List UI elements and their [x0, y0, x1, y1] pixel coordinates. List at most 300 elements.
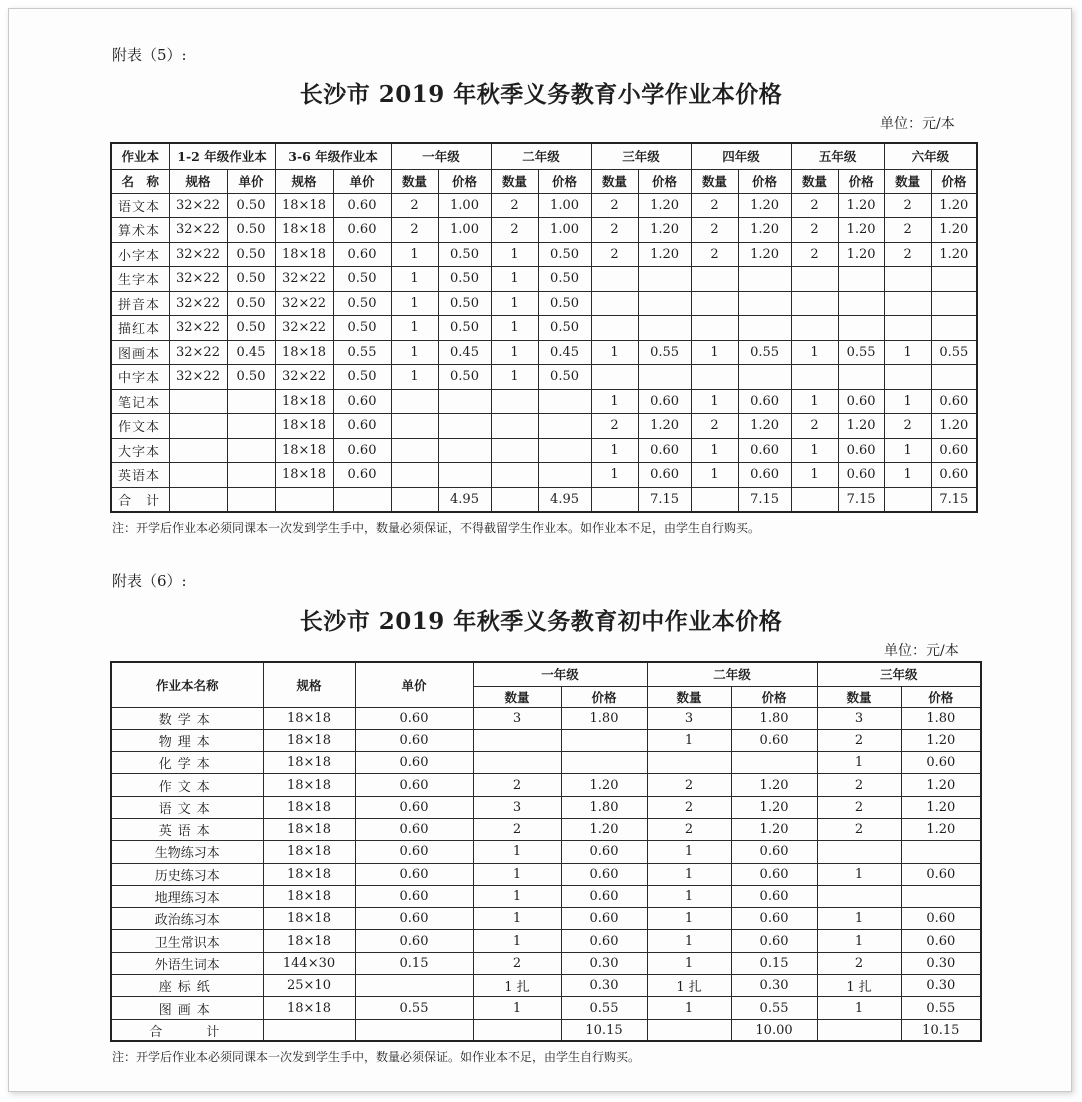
table-cell: 18×18 [263, 863, 355, 885]
table-cell: 0.30 [901, 952, 981, 974]
item-name-cell: 笔记本 [111, 389, 169, 414]
table-row [111, 463, 977, 488]
table-cell: 0.50 [333, 365, 391, 390]
table-cell: 1.80 [901, 707, 981, 729]
table-cell: 1.20 [931, 242, 977, 267]
name-header: 作业本名称 [111, 662, 263, 707]
table-row [111, 242, 977, 267]
table-cell: 18×18 [263, 707, 355, 729]
item-name-cell: 中字本 [111, 365, 169, 390]
table-cell [691, 487, 738, 512]
table-cell: 4.95 [538, 487, 591, 512]
table-cell: 0.55 [738, 340, 791, 365]
table-cell: 1.00 [438, 218, 491, 243]
amount-header: 价格 [738, 169, 791, 193]
table-cell: 0.50 [538, 316, 591, 341]
table-cell: 32×22 [169, 242, 227, 267]
table-cell: 2 [591, 414, 638, 439]
table-cell [438, 438, 491, 463]
qty-header: 数量 [884, 169, 931, 193]
table-cell [738, 291, 791, 316]
table-cell [791, 365, 838, 390]
table-cell: 2 [473, 818, 561, 840]
table-cell [591, 316, 638, 341]
table-cell [491, 487, 538, 512]
table-cell: 25×10 [263, 975, 355, 997]
table-cell: 0.55 [333, 340, 391, 365]
table-cell: 1 [884, 438, 931, 463]
primary-header-row-2 [111, 169, 977, 193]
amount-header: 价格 [838, 169, 884, 193]
table-cell: 18×18 [263, 729, 355, 751]
table-cell: 0.50 [227, 218, 275, 243]
table-cell [438, 389, 491, 414]
item-name-cell: 作文本 [111, 774, 263, 796]
table-cell: 18×18 [275, 414, 333, 439]
table-cell [691, 316, 738, 341]
table-cell: 0.60 [355, 707, 473, 729]
item-name-cell: 算术本 [111, 218, 169, 243]
qty-header: 数量 [491, 169, 538, 193]
table-cell: 7.15 [738, 487, 791, 512]
table-cell [275, 487, 333, 512]
table-cell: 1.20 [838, 193, 884, 218]
table-cell: 1.20 [638, 193, 691, 218]
table-cell: 0.50 [538, 291, 591, 316]
table-cell: 2 [884, 414, 931, 439]
table-cell: 2 [817, 818, 901, 840]
qty-header: 数量 [817, 686, 901, 707]
table-cell [491, 463, 538, 488]
appendix-6-label: 附表（6）: [112, 572, 187, 590]
table-row [111, 316, 977, 341]
table-cell: 1 [391, 267, 438, 292]
table-cell: 0.60 [355, 818, 473, 840]
table-cell [931, 267, 977, 292]
table-cell: 0.55 [931, 340, 977, 365]
qty-header: 数量 [591, 169, 638, 193]
table-cell [638, 267, 691, 292]
table-cell: 2 [791, 218, 838, 243]
table-cell: 0.60 [931, 463, 977, 488]
table-cell [391, 438, 438, 463]
table-row [111, 389, 977, 414]
table-cell [538, 438, 591, 463]
table-cell [638, 291, 691, 316]
table-cell: 1.80 [561, 796, 647, 818]
table-cell: 0.50 [227, 291, 275, 316]
table-row [111, 291, 977, 316]
table-cell: 18×18 [263, 885, 355, 907]
table-cell: 0.60 [731, 885, 817, 907]
table-cell [791, 291, 838, 316]
table-row [111, 340, 977, 365]
amount-header: 价格 [901, 686, 981, 707]
table-cell: 32×22 [169, 340, 227, 365]
table-cell [561, 752, 647, 774]
table-cell: 2 [691, 193, 738, 218]
table-cell: 1 扎 [473, 975, 561, 997]
table-cell: 1 [817, 908, 901, 930]
middle-unit-label: 单位：元/本 [884, 643, 959, 659]
grade-header: 四年级 [691, 143, 791, 169]
table-cell: 0.60 [333, 193, 391, 218]
table-cell [538, 463, 591, 488]
table-cell: 0.60 [638, 463, 691, 488]
table-cell: 2 [817, 952, 901, 974]
table-cell: 1 [647, 885, 731, 907]
table-cell: 1 [817, 752, 901, 774]
table-cell: 0.60 [931, 438, 977, 463]
table-cell: 0.60 [355, 885, 473, 907]
table-cell: 0.15 [731, 952, 817, 974]
table-cell [227, 414, 275, 439]
table-cell: 1 [691, 438, 738, 463]
primary-table-title: 长沙市 2019 年秋季义务教育小学作业本价格 [299, 81, 783, 108]
table-cell: 1 [473, 885, 561, 907]
table-cell [884, 365, 931, 390]
table-cell: 2 [691, 242, 738, 267]
table-cell: 2 [884, 242, 931, 267]
item-name-cell: 作文本 [111, 414, 169, 439]
table-cell [561, 729, 647, 751]
table-cell [738, 316, 791, 341]
table-cell [169, 389, 227, 414]
table-row [111, 707, 981, 729]
middle-table-title: 长沙市 2019 年秋季义务教育初中作业本价格 [299, 608, 783, 635]
item-name-cell: 合 计 [111, 1019, 263, 1041]
table-cell: 0.50 [333, 291, 391, 316]
table-cell: 1.20 [901, 774, 981, 796]
table-cell: 1 [647, 930, 731, 952]
table-cell: 0.60 [333, 242, 391, 267]
table-cell [227, 463, 275, 488]
grade-header: 一年级 [473, 662, 647, 686]
table-cell [884, 316, 931, 341]
table-cell: 1 [391, 291, 438, 316]
unit-price-header: 单价 [227, 169, 275, 193]
table-row [111, 930, 981, 952]
table-row [111, 729, 981, 751]
table-cell: 1 [691, 463, 738, 488]
table-cell: 1 [647, 908, 731, 930]
table-cell: 2 [473, 952, 561, 974]
table-cell [791, 316, 838, 341]
table-cell [473, 752, 561, 774]
table-cell: 0.60 [901, 930, 981, 952]
table-cell: 1.20 [731, 796, 817, 818]
table-cell [691, 291, 738, 316]
table-cell: 4.95 [438, 487, 491, 512]
table-cell: 0.60 [838, 463, 884, 488]
table-row [111, 885, 981, 907]
qty-header: 数量 [647, 686, 731, 707]
table-row [111, 975, 981, 997]
table-cell: 18×18 [263, 908, 355, 930]
table-cell: 0.60 [355, 863, 473, 885]
table-cell: 0.60 [355, 774, 473, 796]
item-name-cell: 座标纸 [111, 975, 263, 997]
table-cell: 1.20 [638, 218, 691, 243]
item-name-cell: 英语本 [111, 463, 169, 488]
grade-header: 三年级 [817, 662, 981, 686]
table-cell: 1 [491, 365, 538, 390]
table-cell [884, 291, 931, 316]
table-cell [438, 414, 491, 439]
table-cell: 0.60 [333, 218, 391, 243]
table-cell [638, 316, 691, 341]
table-cell: 7.15 [931, 487, 977, 512]
table-cell: 1 [884, 389, 931, 414]
table-cell: 18×18 [275, 193, 333, 218]
table-cell: 32×22 [169, 193, 227, 218]
unit-price-header: 单价 [355, 662, 473, 707]
name-header: 作业本 [111, 143, 169, 169]
grade-header: 一年级 [391, 143, 491, 169]
item-name-cell: 卫生常识本 [111, 930, 263, 952]
item-name-cell: 地理练习本 [111, 885, 263, 907]
grade-header: 二年级 [647, 662, 817, 686]
table-cell: 1.20 [931, 218, 977, 243]
table-cell [838, 291, 884, 316]
table-cell: 1 [647, 729, 731, 751]
table-cell: 0.50 [438, 316, 491, 341]
table-cell: 0.60 [333, 463, 391, 488]
table-cell: 1.20 [561, 818, 647, 840]
table-cell: 0.45 [438, 340, 491, 365]
table-cell: 1.80 [731, 707, 817, 729]
table-cell [538, 389, 591, 414]
table-cell [169, 414, 227, 439]
primary-unit-label: 单位：元/本 [880, 116, 955, 132]
table-cell: 1.20 [738, 414, 791, 439]
table-row [111, 908, 981, 930]
table-cell: 0.60 [738, 438, 791, 463]
table-cell: 0.60 [355, 752, 473, 774]
table-cell: 0.60 [638, 438, 691, 463]
table-cell: 18×18 [275, 438, 333, 463]
table-cell: 1 [491, 267, 538, 292]
amount-header: 价格 [538, 169, 591, 193]
table-cell: 1.20 [738, 193, 791, 218]
table-cell: 2 [391, 218, 438, 243]
table-cell: 18×18 [263, 796, 355, 818]
table-cell [591, 365, 638, 390]
table-cell [791, 267, 838, 292]
table-cell: 1 [647, 952, 731, 974]
table-cell: 2 [491, 218, 538, 243]
table-cell [169, 463, 227, 488]
table-cell: 2 [591, 193, 638, 218]
table-row [111, 841, 981, 863]
table-cell: 2 [691, 414, 738, 439]
table-cell [391, 414, 438, 439]
grade-header: 二年级 [491, 143, 591, 169]
table-cell: 0.50 [438, 242, 491, 267]
table-cell: 1.20 [838, 242, 884, 267]
table-cell: 3 [473, 796, 561, 818]
table-cell: 2 [791, 414, 838, 439]
table-cell: 2 [817, 729, 901, 751]
table-cell: 1 [391, 316, 438, 341]
table-cell: 1 [884, 340, 931, 365]
table-cell: 0.60 [901, 752, 981, 774]
table-cell: 1 [691, 340, 738, 365]
table-cell: 2 [884, 193, 931, 218]
table-cell: 32×22 [275, 365, 333, 390]
spec-header: 规格 [169, 169, 227, 193]
item-name-cell: 图画本 [111, 340, 169, 365]
item-name-cell: 大字本 [111, 438, 169, 463]
table-cell: 1.20 [561, 774, 647, 796]
table-cell: 0.50 [438, 267, 491, 292]
table-cell: 1.00 [438, 193, 491, 218]
table-cell [638, 365, 691, 390]
qty-header: 数量 [791, 169, 838, 193]
item-name-cell: 生字本 [111, 267, 169, 292]
table-cell: 32×22 [169, 267, 227, 292]
table-cell: 1.20 [838, 414, 884, 439]
table-cell [691, 267, 738, 292]
table-cell: 1 [817, 863, 901, 885]
table-cell: 1 [391, 365, 438, 390]
table-cell: 1.20 [731, 774, 817, 796]
table-cell [838, 267, 884, 292]
table-cell: 1.00 [538, 218, 591, 243]
grade12-book-header: 1-2 年级作业本 [169, 143, 275, 169]
middle-header-row-1 [111, 662, 981, 686]
item-name-cell: 政治练习本 [111, 908, 263, 930]
table-cell: 1 [647, 997, 731, 1019]
table-cell: 1 [491, 340, 538, 365]
grade-header: 五年级 [791, 143, 884, 169]
table-cell: 10.15 [901, 1019, 981, 1041]
table-cell [817, 1019, 901, 1041]
table-cell [884, 267, 931, 292]
table-cell [491, 389, 538, 414]
table-cell: 0.30 [731, 975, 817, 997]
table-cell: 1 扎 [817, 975, 901, 997]
table-cell: 0.60 [561, 841, 647, 863]
table-row [111, 774, 981, 796]
table-cell [691, 365, 738, 390]
table-cell: 1 [491, 316, 538, 341]
table-cell: 1.20 [838, 218, 884, 243]
table-cell: 2 [647, 796, 731, 818]
primary-footnote: 注：开学后作业本必须同课本一次发到学生手中，数量必须保证，不得截留学生作业本。如作业本不足，由学生自行购买。 [112, 521, 761, 535]
table-cell: 144×30 [263, 952, 355, 974]
table-cell: 0.60 [333, 414, 391, 439]
table-cell [438, 463, 491, 488]
item-name-cell: 生物练习本 [111, 841, 263, 863]
grade-header: 六年级 [884, 143, 977, 169]
table-cell: 1.20 [901, 818, 981, 840]
table-cell: 0.60 [355, 930, 473, 952]
table-cell: 10.15 [561, 1019, 647, 1041]
table-row [111, 752, 981, 774]
table-cell [901, 885, 981, 907]
table-cell [227, 389, 275, 414]
table-cell: 0.60 [838, 389, 884, 414]
item-name-cell: 语文本 [111, 796, 263, 818]
table-row [111, 952, 981, 974]
table-cell: 1 [791, 389, 838, 414]
table-cell: 0.60 [561, 863, 647, 885]
table-row [111, 414, 977, 439]
item-name-cell: 描红本 [111, 316, 169, 341]
table-cell [817, 885, 901, 907]
table-cell: 2 [647, 818, 731, 840]
item-name-cell: 数学本 [111, 707, 263, 729]
table-cell [931, 365, 977, 390]
table-cell: 2 [591, 218, 638, 243]
table-cell: 1 [391, 242, 438, 267]
table-cell: 0.55 [731, 997, 817, 1019]
table-row [111, 818, 981, 840]
table-cell [731, 752, 817, 774]
table-cell: 0.60 [731, 841, 817, 863]
table-cell [738, 267, 791, 292]
table-cell: 1 [591, 438, 638, 463]
table-cell: 18×18 [275, 463, 333, 488]
table-cell: 0.60 [738, 389, 791, 414]
table-row [111, 997, 981, 1019]
table-cell: 18×18 [275, 389, 333, 414]
table-cell: 1.80 [561, 707, 647, 729]
table-cell: 2 [817, 796, 901, 818]
table-cell: 1.20 [901, 729, 981, 751]
table-cell [817, 841, 901, 863]
table-cell: 1 [473, 908, 561, 930]
table-cell: 1 [691, 389, 738, 414]
table-cell: 0.50 [438, 291, 491, 316]
table-cell: 1 [647, 863, 731, 885]
table-cell: 0.55 [638, 340, 691, 365]
table-cell: 1 [473, 863, 561, 885]
table-cell: 1 [491, 291, 538, 316]
table-cell: 1 [491, 242, 538, 267]
qty-header: 数量 [473, 686, 561, 707]
amount-header: 价格 [561, 686, 647, 707]
table-cell: 32×22 [169, 365, 227, 390]
amount-header: 价格 [731, 686, 817, 707]
table-cell [838, 365, 884, 390]
item-name-cell: 外语生词本 [111, 952, 263, 974]
table-cell: 1.20 [638, 242, 691, 267]
table-cell [647, 752, 731, 774]
table-cell: 0.60 [901, 908, 981, 930]
table-cell: 2 [691, 218, 738, 243]
table-cell: 0.50 [538, 365, 591, 390]
table-cell [473, 729, 561, 751]
table-cell: 2 [791, 193, 838, 218]
primary-price-table [110, 142, 978, 513]
table-cell: 1.20 [931, 193, 977, 218]
table-cell: 18×18 [263, 774, 355, 796]
table-cell [838, 316, 884, 341]
table-cell: 1.20 [931, 414, 977, 439]
table-cell: 1 [791, 340, 838, 365]
table-cell [647, 1019, 731, 1041]
item-name-cell: 历史练习本 [111, 863, 263, 885]
table-cell [391, 389, 438, 414]
table-cell [355, 975, 473, 997]
amount-header: 价格 [931, 169, 977, 193]
item-name-cell: 英语本 [111, 818, 263, 840]
table-cell: 3 [817, 707, 901, 729]
table-cell: 3 [473, 707, 561, 729]
table-cell: 0.60 [561, 930, 647, 952]
